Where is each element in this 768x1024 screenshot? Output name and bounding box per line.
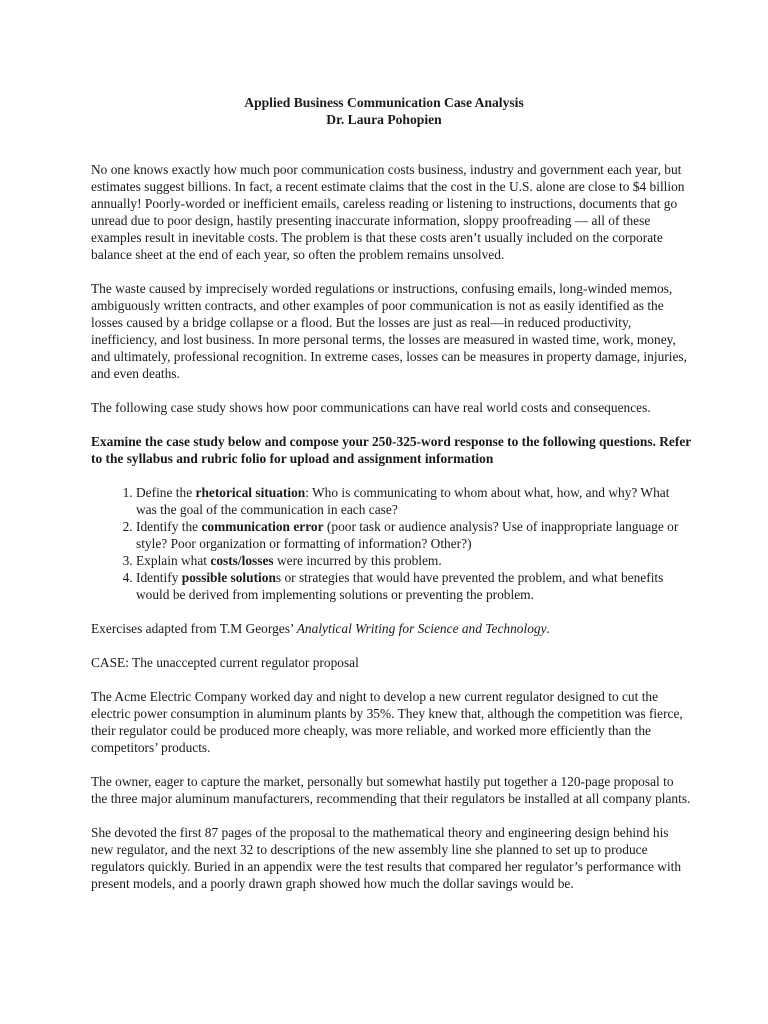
question-list <box>91 484 691 603</box>
case-paragraph-3: She devoted the first 87 pages of the proposal to the mathematical theory and engineering design behind his new regulator, and the next 32 to descriptions of the new assembly line she planned to set up to produce regulators quickly. Buried in an appendix were the test results that compared her regulator’s performance with present models, and a poorly drawn graph showed how much the dollar savings would be. <box>91 825 682 891</box>
question-keyword: possible solution <box>181 570 276 585</box>
intro-paragraph-1: No one knows exactly how much poor communication costs business, industry and government each year, but estimates suggest billions. In fact, a recent estimate claims that the cost in the U.S. alone are close to $4 billion annually! Poorly-worded or inefficient emails, careless reading or listening to instructions, documents that go unread due to poor design, hastily presenting inaccurate information, sloppy proofreading — all of these examples result in inevitable costs. The problem is that these costs aren’t usually included on the corporate balance sheet at the end of each year, so often the problem remains unsolved. <box>91 162 685 262</box>
case-paragraph-1: The Acme Electric Company worked day and night to develop a new current regulator designed to cut the electric power consumption in aluminum plants by 35%. They knew that, although the competition was fierce, their regulator could be produced more cheaply, was more reliable, and worked more efficiently than the competitors’ products. <box>91 689 683 755</box>
question-keyword: rhetorical situation <box>195 485 306 500</box>
question-text: : Who is communicating to whom about what, how, and why? What was the goal of the communication in each case? <box>136 485 670 517</box>
question-item <box>136 518 691 552</box>
question-text: (poor task or audience analysis? Use of inappropriate language or style? Poor organization or formatting of information? Other?) <box>136 519 679 551</box>
question-text: Identify the <box>136 519 202 534</box>
question-item <box>136 552 691 569</box>
case-title: CASE: The unaccepted current regulator proposal <box>91 655 359 670</box>
author-name: Dr. Laura Pohopien <box>326 112 442 127</box>
assignment-instructions: Examine the case study below and compose your 250-325-word response to the following questions. Refer to the syllabus and rubric folio for upload and assignment information <box>91 434 691 466</box>
source-book-title: Analytical Writing for Science and Technology <box>296 621 547 636</box>
question-keyword: costs/losses <box>210 553 274 568</box>
document-title: Applied Business Communication Case Analysis <box>244 95 524 110</box>
source-attribution <box>91 620 691 637</box>
intro-paragraph-3: The following case study shows how poor communications can have real world costs and consequences. <box>91 400 651 415</box>
intro-paragraph-2: The waste caused by imprecisely worded regulations or instructions, confusing emails, long-winded memos, ambiguously written contracts, and other examples of poor communication is not as easily identified as the losses caused by a bridge collapse or a flood. But the losses are just as real—in reduced productivity, inefficiency, and lost business. In more personal terms, the losses are measured in wasted time, work, money, and ultimately, professional recognition. In extreme cases, losses can be measures in property damage, injuries, and even deaths. <box>91 281 687 381</box>
document-body <box>91 161 691 909</box>
case-paragraph-2: The owner, eager to capture the market, personally but somewhat hastily put together a 120-page proposal to the three major aluminum manufacturers, recommending that their regulators be installed at all company plants. <box>91 774 691 806</box>
question-text: Explain what <box>136 553 211 568</box>
source-prefix: Exercises adapted from T.M Georges’ <box>91 621 297 636</box>
question-text: Define the <box>136 485 196 500</box>
question-text: s or strategies that would have prevented the problem, and what benefits would be derived from implementing solutions or preventing the problem. <box>136 570 664 602</box>
source-suffix: . <box>546 621 550 636</box>
document-heading <box>0 94 768 128</box>
question-text: Identify <box>136 570 182 585</box>
question-text: were incurred by this problem. <box>273 553 442 568</box>
question-item <box>136 569 691 603</box>
question-item <box>136 484 691 518</box>
question-keyword: communication error <box>201 519 324 534</box>
